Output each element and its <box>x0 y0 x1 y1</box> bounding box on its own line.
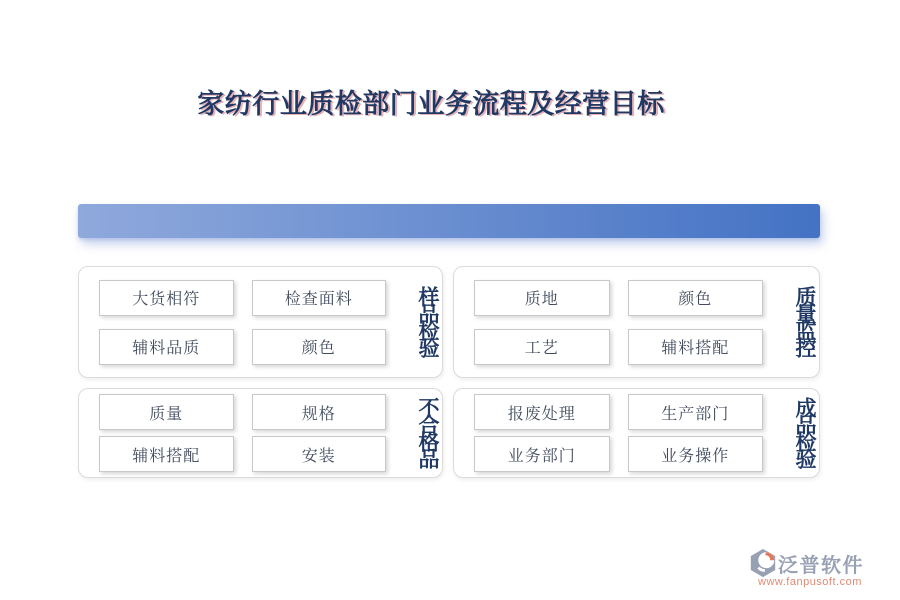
box-group <box>79 280 396 365</box>
flow-box[interactable]: 辅料搭配 <box>628 329 764 365</box>
panel-label: 质量监控 <box>793 286 816 354</box>
flow-box[interactable]: 颜色 <box>252 329 387 365</box>
page-title: 家纺行业质检部门业务流程及经营目标 <box>197 89 665 119</box>
flow-box[interactable]: 规格 <box>252 394 387 430</box>
flow-box[interactable]: 业务部门 <box>474 436 610 472</box>
flow-box[interactable]: 质量 <box>99 394 234 430</box>
flow-box[interactable]: 辅料搭配 <box>99 436 234 472</box>
box-group <box>454 394 773 472</box>
brand-footer <box>748 548 894 588</box>
flow-box[interactable]: 辅料品质 <box>99 329 234 365</box>
divider-bar <box>78 204 820 238</box>
panel-finished-product-inspection <box>453 388 820 478</box>
flow-box[interactable]: 安装 <box>252 436 387 472</box>
flow-box[interactable]: 颜色 <box>628 280 764 316</box>
flow-box[interactable]: 工艺 <box>474 329 610 365</box>
flow-box[interactable]: 报废处理 <box>474 394 610 430</box>
panel-label: 不合格品 <box>416 397 439 465</box>
panel-label: 样品检验 <box>416 286 439 354</box>
panel-label: 成品检验 <box>793 397 816 465</box>
panels-grid <box>78 266 820 478</box>
box-group <box>79 394 396 472</box>
flow-box[interactable]: 业务操作 <box>628 436 764 472</box>
flow-box[interactable]: 质地 <box>474 280 610 316</box>
flow-box[interactable]: 生产部门 <box>628 394 764 430</box>
brand-url-link[interactable]: www.fanpusoft.com <box>758 576 862 588</box>
panel-sample-inspection <box>78 266 443 378</box>
brand-name: 泛普软件 <box>778 554 864 577</box>
flow-box[interactable]: 大货相符 <box>99 280 234 316</box>
fanpu-logo-icon <box>748 548 778 578</box>
brand-row <box>748 548 894 578</box>
panel-nonconforming-product <box>78 388 443 478</box>
flow-box[interactable]: 检查面料 <box>252 280 387 316</box>
panel-quality-monitoring <box>453 266 820 378</box>
box-group <box>454 280 773 365</box>
